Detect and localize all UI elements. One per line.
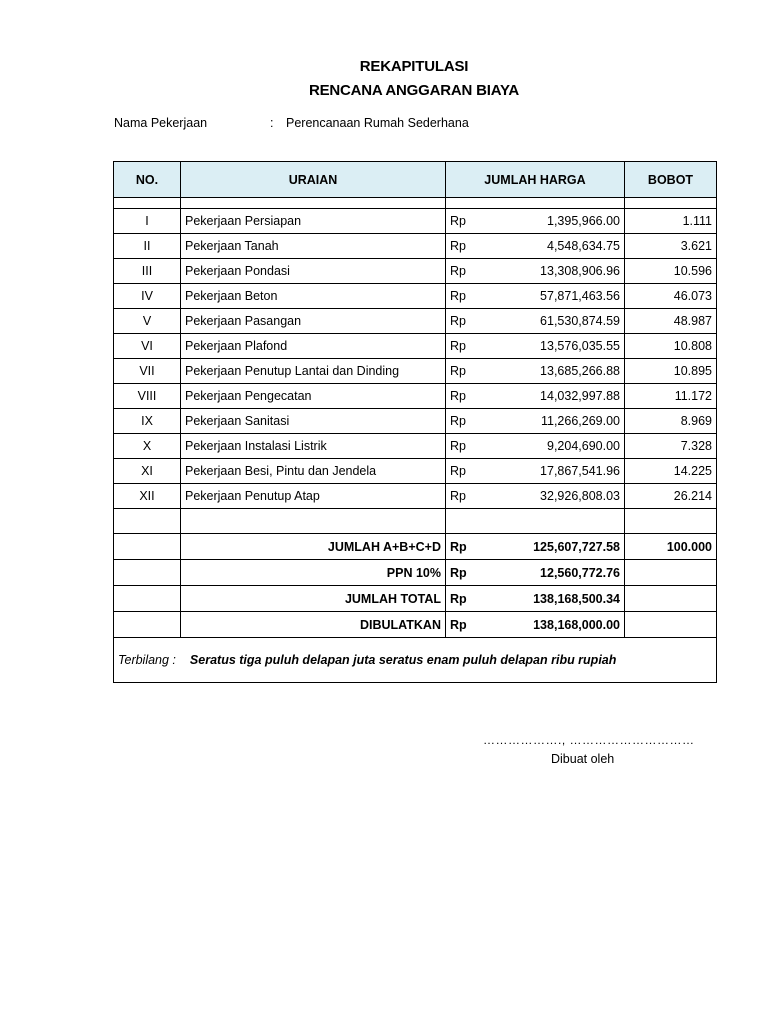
col-header-uraian: URAIAN xyxy=(181,162,446,198)
row-uraian: Pekerjaan Pondasi xyxy=(181,259,446,284)
row-amount: 11,266,269.00 xyxy=(482,409,625,434)
row-bobot: 10.596 xyxy=(625,259,717,284)
row-bobot: 14.225 xyxy=(625,459,717,484)
table-row xyxy=(114,409,717,434)
row-currency: Rp xyxy=(446,234,482,259)
table-row xyxy=(114,284,717,309)
signature-date-line: ………………., ………………………… xyxy=(483,733,695,747)
summary-bobot xyxy=(625,560,717,586)
row-bobot: 48.987 xyxy=(625,309,717,334)
blank-cell xyxy=(114,509,181,534)
summary-empty-cell xyxy=(114,534,181,560)
table-row xyxy=(114,234,717,259)
row-amount: 13,685,266.88 xyxy=(482,359,625,384)
row-amount: 57,871,463.56 xyxy=(482,284,625,309)
row-bobot: 1.111 xyxy=(625,209,717,234)
summary-bobot xyxy=(625,612,717,638)
table-row xyxy=(114,359,717,384)
blank-cell xyxy=(482,509,625,534)
row-uraian: Pekerjaan Plafond xyxy=(181,334,446,359)
blank-cell xyxy=(181,509,446,534)
row-no: VI xyxy=(114,334,181,359)
row-uraian: Pekerjaan Sanitasi xyxy=(181,409,446,434)
table-header-row xyxy=(114,162,717,198)
row-amount: 9,204,690.00 xyxy=(482,434,625,459)
prepared-by-label: Dibuat oleh xyxy=(551,752,615,766)
spacer-row xyxy=(114,198,717,209)
summary-bobot xyxy=(625,586,717,612)
row-no: VII xyxy=(114,359,181,384)
col-header-no: NO. xyxy=(114,162,181,198)
row-amount: 4,548,634.75 xyxy=(482,234,625,259)
table-row xyxy=(114,459,717,484)
row-currency: Rp xyxy=(446,459,482,484)
row-no: VIII xyxy=(114,384,181,409)
blank-cell xyxy=(625,509,717,534)
summary-label: DIBULATKAN xyxy=(181,612,446,638)
summary-bobot: 100.000 xyxy=(625,534,717,560)
row-amount: 32,926,808.03 xyxy=(482,484,625,509)
row-no: IX xyxy=(114,409,181,434)
col-header-jumlah: JUMLAH HARGA xyxy=(446,162,625,198)
summary-row xyxy=(114,560,717,586)
terbilang-label: Terbilang : xyxy=(118,653,176,667)
row-no: XII xyxy=(114,484,181,509)
project-colon: : xyxy=(270,116,274,130)
row-uraian: Pekerjaan Persiapan xyxy=(181,209,446,234)
row-currency: Rp xyxy=(446,434,482,459)
row-bobot: 3.621 xyxy=(625,234,717,259)
summary-label: PPN 10% xyxy=(181,560,446,586)
summary-row xyxy=(114,612,717,638)
project-label: Nama Pekerjaan xyxy=(114,116,208,130)
summary-currency: Rp xyxy=(446,560,482,586)
col-header-bobot: BOBOT xyxy=(625,162,717,198)
summary-amount: 138,168,500.34 xyxy=(482,586,625,612)
row-currency: Rp xyxy=(446,484,482,509)
row-no: I xyxy=(114,209,181,234)
row-uraian: Pekerjaan Beton xyxy=(181,284,446,309)
row-amount: 13,576,035.55 xyxy=(482,334,625,359)
summary-label: JUMLAH A+B+C+D xyxy=(181,534,446,560)
table-row xyxy=(114,434,717,459)
table-row xyxy=(114,309,717,334)
row-currency: Rp xyxy=(446,409,482,434)
row-bobot: 46.073 xyxy=(625,284,717,309)
row-bobot: 10.808 xyxy=(625,334,717,359)
summary-row xyxy=(114,586,717,612)
row-bobot: 26.214 xyxy=(625,484,717,509)
row-uraian: Pekerjaan Tanah xyxy=(181,234,446,259)
row-currency: Rp xyxy=(446,284,482,309)
summary-empty-cell xyxy=(114,560,181,586)
summary-amount: 12,560,772.76 xyxy=(482,560,625,586)
summary-currency: Rp xyxy=(446,612,482,638)
row-bobot: 8.969 xyxy=(625,409,717,434)
row-uraian: Pekerjaan Instalasi Listrik xyxy=(181,434,446,459)
row-currency: Rp xyxy=(446,259,482,284)
terbilang-value: Seratus tiga puluh delapan juta seratus enam puluh delapan ribu rupiah xyxy=(189,653,617,667)
row-bobot: 10.895 xyxy=(625,359,717,384)
document-title: REKAPITULASI xyxy=(359,58,469,75)
row-bobot: 7.328 xyxy=(625,434,717,459)
row-currency: Rp xyxy=(446,309,482,334)
row-amount: 14,032,997.88 xyxy=(482,384,625,409)
summary-label: JUMLAH TOTAL xyxy=(181,586,446,612)
table-row xyxy=(114,334,717,359)
row-amount: 17,867,541.96 xyxy=(482,459,625,484)
row-no: IV xyxy=(114,284,181,309)
project-value: Perencanaan Rumah Sederhana xyxy=(286,116,469,130)
row-uraian: Pekerjaan Pengecatan xyxy=(181,384,446,409)
row-amount: 1,395,966.00 xyxy=(482,209,625,234)
row-currency: Rp xyxy=(446,334,482,359)
row-uraian: Pekerjaan Penutup Atap xyxy=(181,484,446,509)
row-uraian: Pekerjaan Penutup Lantai dan Dinding xyxy=(181,359,446,384)
summary-currency: Rp xyxy=(446,586,482,612)
row-amount: 13,308,906.96 xyxy=(482,259,625,284)
row-uraian: Pekerjaan Besi, Pintu dan Jendela xyxy=(181,459,446,484)
terbilang-row xyxy=(114,638,717,683)
summary-amount: 125,607,727.58 xyxy=(482,534,625,560)
blank-row xyxy=(114,509,717,534)
table-row xyxy=(114,384,717,409)
document-subtitle: RENCANA ANGGARAN BIAYA xyxy=(308,82,520,99)
row-amount: 61,530,874.59 xyxy=(482,309,625,334)
summary-row xyxy=(114,534,717,560)
row-bobot: 11.172 xyxy=(625,384,717,409)
summary-currency: Rp xyxy=(446,534,482,560)
row-no: III xyxy=(114,259,181,284)
row-no: XI xyxy=(114,459,181,484)
summary-empty-cell xyxy=(114,612,181,638)
row-currency: Rp xyxy=(446,384,482,409)
budget-table xyxy=(113,161,717,683)
row-no: V xyxy=(114,309,181,334)
row-no: X xyxy=(114,434,181,459)
terbilang-cell xyxy=(114,638,717,683)
row-currency: Rp xyxy=(446,209,482,234)
row-currency: Rp xyxy=(446,359,482,384)
summary-empty-cell xyxy=(114,586,181,612)
table-row xyxy=(114,259,717,284)
table-row xyxy=(114,484,717,509)
summary-amount: 138,168,000.00 xyxy=(482,612,625,638)
row-no: II xyxy=(114,234,181,259)
blank-cell xyxy=(446,509,482,534)
table-row xyxy=(114,209,717,234)
row-uraian: Pekerjaan Pasangan xyxy=(181,309,446,334)
